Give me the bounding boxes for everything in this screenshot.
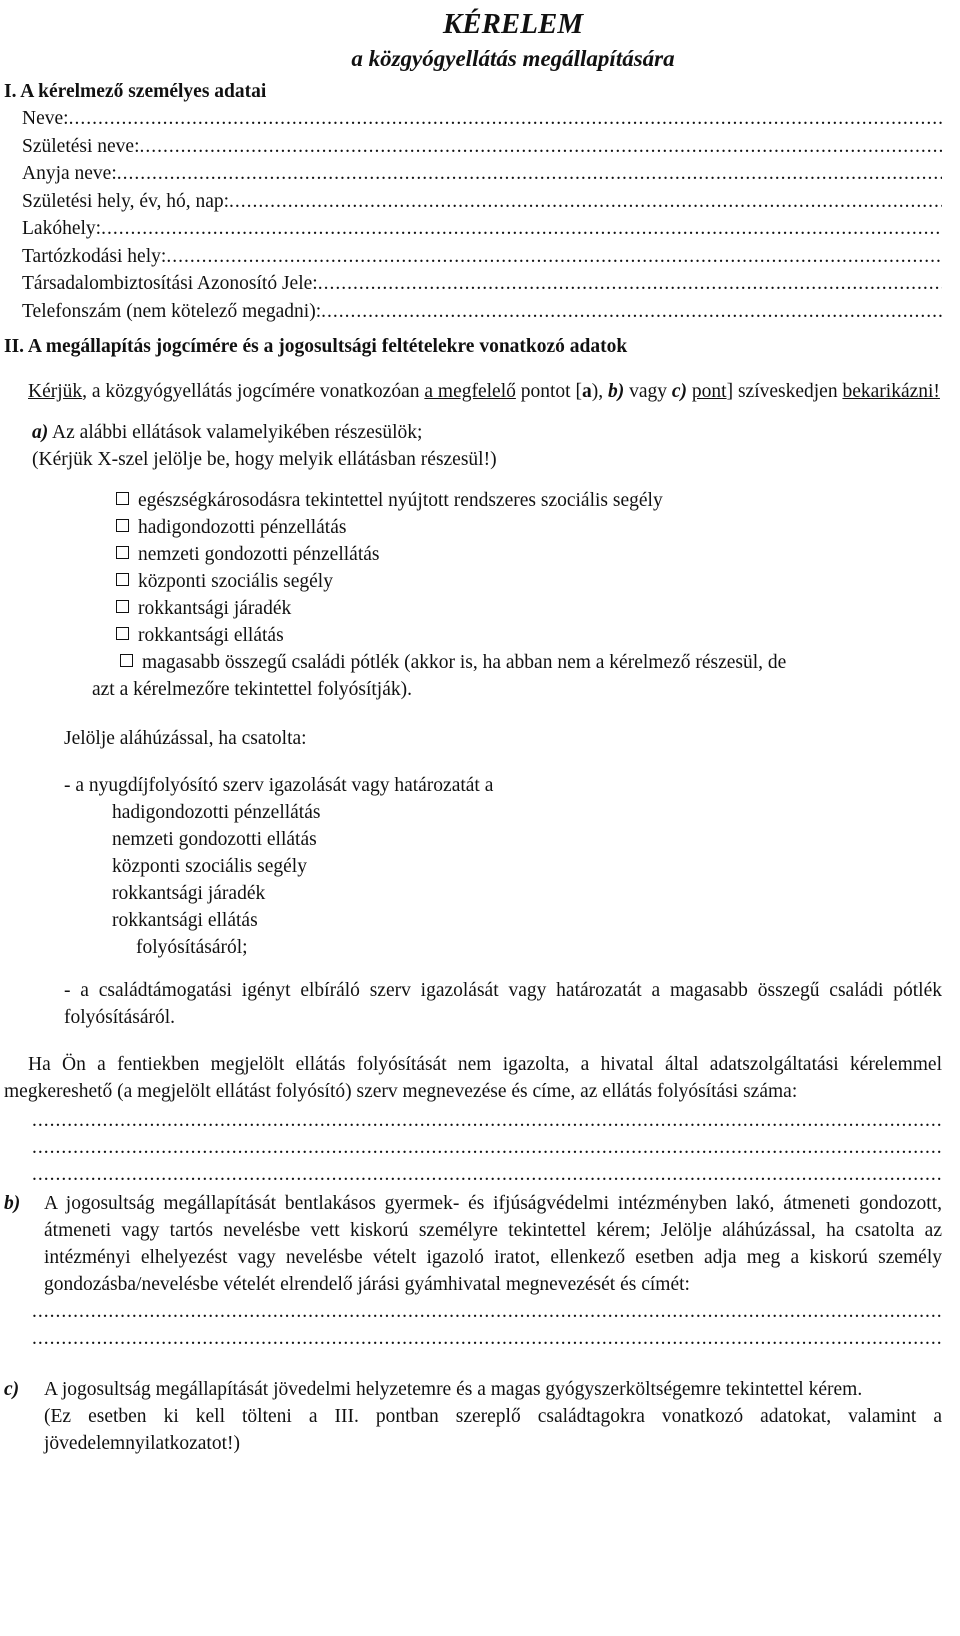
benefit-option-label: nemzeti gondozotti pénzellátás (138, 544, 380, 565)
form-page (4, 0, 942, 1457)
attach-item-2: - a családtámogatási igényt elbíráló szerv igazolását vagy határozatát a magasabb összegű családi pótlék folyósításáról. (64, 980, 942, 1028)
benefit-option-cont: azt a kérelmezőre tekintettel folyósítják). (92, 679, 412, 700)
benefit-option-label: központi szociális segély (138, 571, 333, 592)
benefit-option-label: rokkantsági járadék (138, 598, 292, 619)
benefit-option[interactable] (116, 487, 942, 514)
fill-line[interactable] (166, 243, 942, 271)
benefit-option[interactable] (116, 622, 942, 649)
benefit-option[interactable] (120, 649, 942, 676)
attach-benefit: központi szociális segély (112, 856, 307, 877)
option-c-note: (Ez esetben ki kell tölteni a III. pontban szereplő családtagokra vonatkozó adatokat, valamint a jövedelemnyilatkozatot!) (44, 1406, 942, 1454)
fill-line[interactable] (32, 1161, 942, 1188)
intro-text: b) (607, 381, 625, 402)
guardianship-fill-lines (4, 1298, 942, 1352)
option-b (4, 1190, 942, 1298)
checkbox-icon[interactable] (116, 492, 129, 505)
benefit-option[interactable] (116, 514, 942, 541)
option-c (4, 1376, 942, 1403)
benefit-option-label: hadigondozotti pénzellátás (138, 517, 347, 538)
checkbox-icon[interactable] (120, 654, 133, 667)
intro-text: a megfelelő (424, 381, 516, 402)
field-label: Társadalombiztosítási Azonosító Jele: (22, 273, 318, 294)
section1-heading: I. A kérelmező személyes adatai (4, 81, 267, 102)
title-main: KÉRELEM (442, 8, 584, 40)
attach-benefit-list (112, 799, 942, 961)
option-b-marker: b) (4, 1193, 21, 1214)
option-b-text: A jogosultság megállapítását bentlakásos gyermek- és ifjúságvédelmi intézményben lakó, átmeneti gondozott, átmeneti vagy tartós nevelésbe vett kiskorú személyre tekintettel kérem; Jelölje aláhúzással, ha csatolta az intézményi elhelyezést vagy nevelésbe vételt igazoló iratot, ellenkező esetben adja meg a kiskorú személy gondozásba/nevelésbe vételét elrendelő járási gyámhivatal megnevezését és címét: (44, 1193, 942, 1295)
fill-line[interactable] (318, 270, 942, 298)
intro-text: ), (591, 381, 608, 402)
option-a-line1: Az alábbi ellátások valamelyikében részesülök; (48, 422, 423, 443)
fill-line[interactable] (32, 1325, 942, 1352)
intro-text: a (581, 381, 592, 402)
benefit-option-label: magasabb összegű családi pótlék (akkor is, ha abban nem a kérelmező részesül, de (142, 652, 787, 673)
fill-line[interactable] (32, 1134, 942, 1161)
fill-line[interactable] (229, 188, 942, 216)
benefit-options (4, 487, 942, 703)
field-label: Tartózkodási hely: (22, 245, 167, 267)
field-stay-address[interactable] (22, 243, 942, 271)
fill-line[interactable] (32, 1298, 942, 1325)
field-label: Anyja neve: (22, 163, 117, 184)
attach-benefit: nemzeti gondozotti ellátás (112, 829, 317, 850)
field-residence[interactable] (22, 215, 942, 243)
intro-text: bekarikázni! (842, 381, 940, 402)
attach-benefit: rokkantsági ellátás (112, 910, 258, 931)
field-birth-name[interactable] (22, 133, 942, 161)
intro-text: pont (691, 381, 727, 402)
option-c-text: A jogosultság megállapítását jövedelmi helyzetemre és a magas gyógyszerköltségemre tekintettel kérem. (44, 1379, 863, 1400)
attach-benefit: hadigondozotti pénzellátás (112, 802, 321, 823)
intro-text: vagy (624, 381, 672, 402)
title-sub: a közgyógyellátás megállapítására (351, 46, 675, 71)
field-mother-name[interactable] (22, 160, 942, 188)
fill-line[interactable] (321, 298, 942, 326)
field-birth-place-date[interactable] (22, 188, 942, 216)
field-label: Lakóhely: (22, 218, 102, 239)
field-label: Születési neve: (22, 135, 140, 157)
provider-note: Ha Ön a fentiekben megjelölt ellátás folyósítását nem igazolta, a hivatal által adatszolgáltatási kérelemmel megkereshető (a megjelölt ellátást folyósító) szerv megnevezése és címe, az ellátás folyósítási száma: (4, 1054, 942, 1102)
attach-heading: Jelölje aláhúzással, ha csatolta: (64, 728, 307, 749)
checkbox-icon[interactable] (116, 627, 129, 640)
intro-text: pontot [ (515, 381, 582, 402)
checkbox-icon[interactable] (116, 600, 129, 613)
benefit-option[interactable] (116, 568, 942, 595)
attach-benefit-end: folyósításáról; (136, 937, 248, 958)
field-name[interactable] (22, 105, 942, 133)
intro-text: Kérjük (28, 381, 83, 402)
field-label: Telefonszám (nem kötelező megadni): (22, 300, 322, 322)
option-a-line2: (Kérjük X-szel jelölje be, hogy melyik ellátásban részesül!) (32, 449, 497, 470)
intro-text: , a közgyógyellátás jogcímére vonatkozóan (82, 381, 425, 402)
checkbox-icon[interactable] (116, 546, 129, 559)
fill-line[interactable] (69, 105, 942, 133)
checkbox-icon[interactable] (116, 519, 129, 532)
option-c-marker: c) (4, 1379, 20, 1400)
benefit-option-label: egészségkárosodásra tekintettel nyújtott rendszeres szociális segély (138, 490, 663, 511)
field-phone[interactable] (22, 298, 942, 326)
fill-line[interactable] (101, 215, 942, 243)
provider-fill-lines (4, 1107, 942, 1188)
checkbox-icon[interactable] (116, 573, 129, 586)
option-a-intro (32, 419, 942, 473)
field-taj[interactable] (22, 270, 942, 298)
section2-intro (4, 378, 942, 405)
benefit-option[interactable] (116, 541, 942, 568)
option-a-marker: a) (32, 422, 49, 443)
fill-line[interactable] (117, 160, 942, 188)
intro-text: ] szíveskedjen (726, 381, 843, 402)
field-label: Születési hely, év, hó, nap: (22, 190, 230, 212)
fill-line[interactable] (32, 1107, 942, 1134)
personal-fields (22, 105, 942, 325)
benefit-option-label: rokkantsági ellátás (138, 625, 284, 646)
fill-line[interactable] (140, 133, 942, 161)
field-label: Neve: (22, 108, 69, 129)
attach-item-1: - a nyugdíjfolyósító szerv igazolását vagy határozatát a (64, 775, 494, 796)
intro-text: c) (671, 381, 688, 402)
attach-benefit: rokkantsági járadék (112, 883, 266, 904)
form-title (4, 4, 942, 74)
section2-heading: II. A megállapítás jogcímére és a jogosultsági feltételekre vonatkozó adatok (4, 336, 628, 357)
benefit-option[interactable] (116, 595, 942, 622)
